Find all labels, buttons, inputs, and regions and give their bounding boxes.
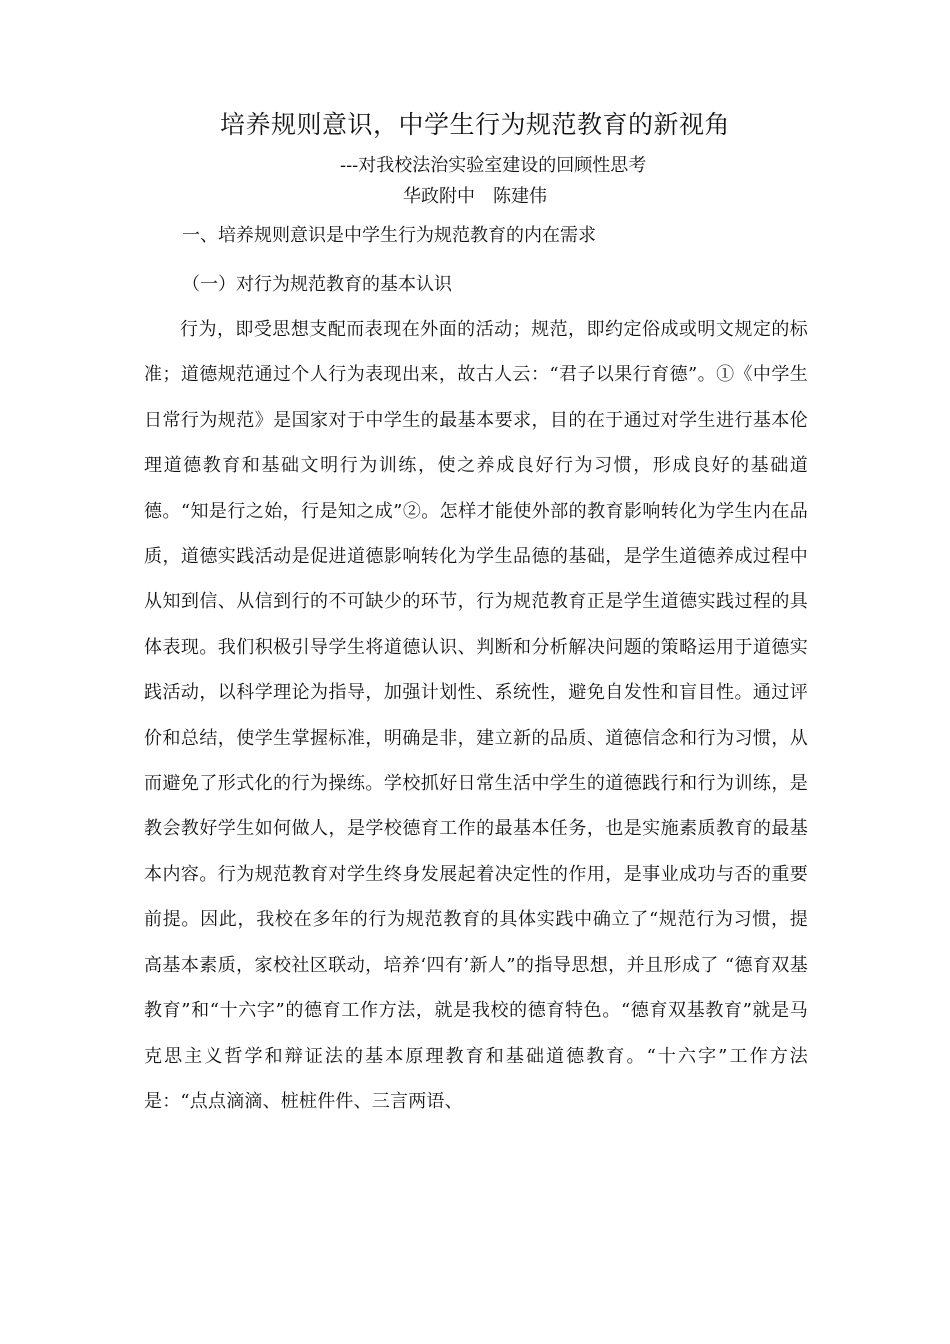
document-author: 华政附中 陈建伟 [403, 186, 547, 207]
section-heading: 一、培养规则意识是中学生行为规范教育的内在需求 [182, 225, 596, 246]
subsection-heading: （一）对行为规范教育的基本认识 [182, 274, 452, 295]
document-subtitle: ---对我校法治实验室建设的回顾性思考 [340, 155, 647, 176]
body-paragraph: 行为，即受思想支配而表现在外面的活动；规范，即约定俗成或明文规定的标准；道德规范通过个人行为表现出来，故古人云：“君子以果行育德”。①《中学生日常行为规范》是国家对于中学生的最基本要求，目的在于通过对学生进行基本伦理道德教育和基础文明行为训练，使之养成良好行为习惯，形成良好的基础道德。“知是行之始，行是知之成”②。怎样才能使外部的教育影响转化为学生内在品质，道德实践活动是促进道德影响转化为学生品德的基础，是学生道德养成过程中从知到信、从信到行的不可缺少的环节，行为规范教育正是学生道德实践过程的具体表现。我们积极引导学生将道德认识、判断和分析解决问题的策略运用于道德实践活动，以科学理论为指导，加强计划性、系统性，避免自发性和盲目性。通过评价和总结，使学生掌握标准，明确是非，建立新的品质、道德信念和行为习惯，从而避免了形式化的行为操练。学校抓好日常生活中学生的道德践行和行为训练，是教会教好学生如何做人，是学校德育工作的最基本任务，也是实施素质教育的最基本内容。行为规范教育对学生终身发展起着决定性的作用，是事业成功与否的重要前提。因此，我校在多年的行为规范教育的具体实践中确立了“规范行为习惯，提高基本素质，家校社区联动，培养‘四有’新人”的指导思想，并且形成了 “德育双基教育”和“十六字”的德育工作方法，就是我校的德育特色。“德育双基教育”就是马克思主义哲学和辩证法的基本原理教育和基础道德教育。“十六字”工作方法是：“点点滴滴、桩桩件件、三言两语、 [144, 319, 808, 1112]
document-title: 培养规则意识，中学生行为规范教育的新视角 [219, 110, 730, 139]
